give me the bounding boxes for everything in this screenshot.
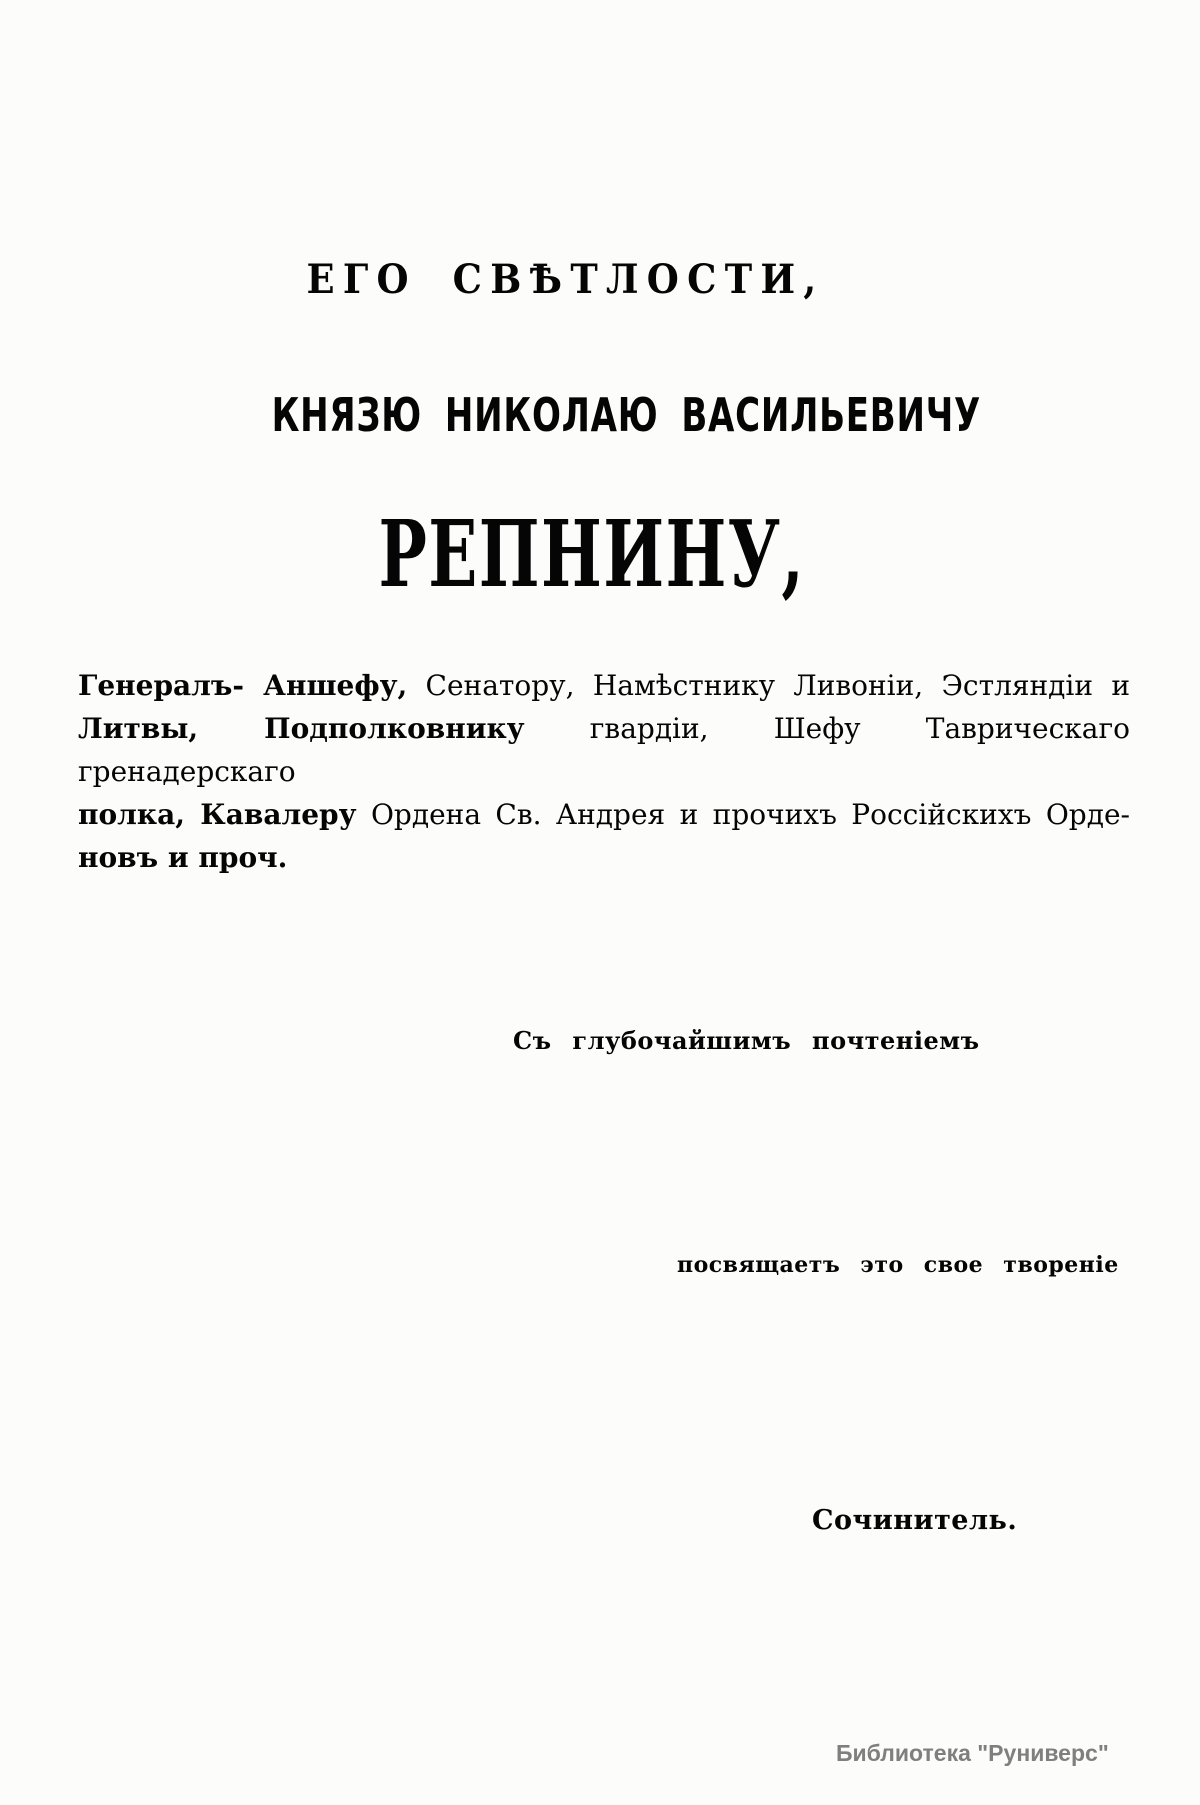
dedicates-line: посвящаетъ это свое твореніе: [677, 1252, 1119, 1278]
prince-name-heading-row: [52, 388, 1200, 442]
dedication-text-segment: Ордена Св. Андрея и прочихъ Россійскихъ Орде-: [356, 798, 1130, 831]
dedication-text-segment: Генералъ- Аншефу,: [78, 669, 408, 702]
dedication-text-segment: Литвы, Подполковнику: [78, 712, 525, 745]
surname-title: РЕПНИНУ,: [378, 500, 805, 608]
dedication-line: [78, 793, 1130, 836]
dedication-text-segment: гвардіи, Шефу Таврическаго гренадерскаго: [78, 712, 1130, 788]
dedication-text-segment: Сенатору, Намѣстнику Ливоніи, Эстляндіи и: [407, 669, 1130, 702]
dedication-text-segment: полка, Кавалеру: [78, 798, 357, 831]
dedication-line: [78, 707, 1130, 793]
surname-title-row: [0, 500, 1183, 608]
library-watermark: Библиотека "Руниверс": [836, 1740, 1109, 1766]
dedication-line: [78, 836, 1130, 879]
prince-name-heading: КНЯЗЮ НИКОЛАЮ ВАСИЛЬЕВИЧУ: [271, 388, 981, 442]
honorific-heading-row: [0, 256, 1132, 303]
dedication-text-segment: новъ и проч.: [78, 841, 288, 874]
dedication-titles-paragraph: [78, 664, 1130, 879]
honorific-heading: ЕГО СВѢТЛОСТИ,: [306, 256, 825, 303]
dedication-line: [78, 664, 1130, 707]
author-signature: Сочинитель.: [812, 1505, 1018, 1536]
respect-line: Съ глубочайшимъ почтеніемъ: [513, 1026, 980, 1055]
